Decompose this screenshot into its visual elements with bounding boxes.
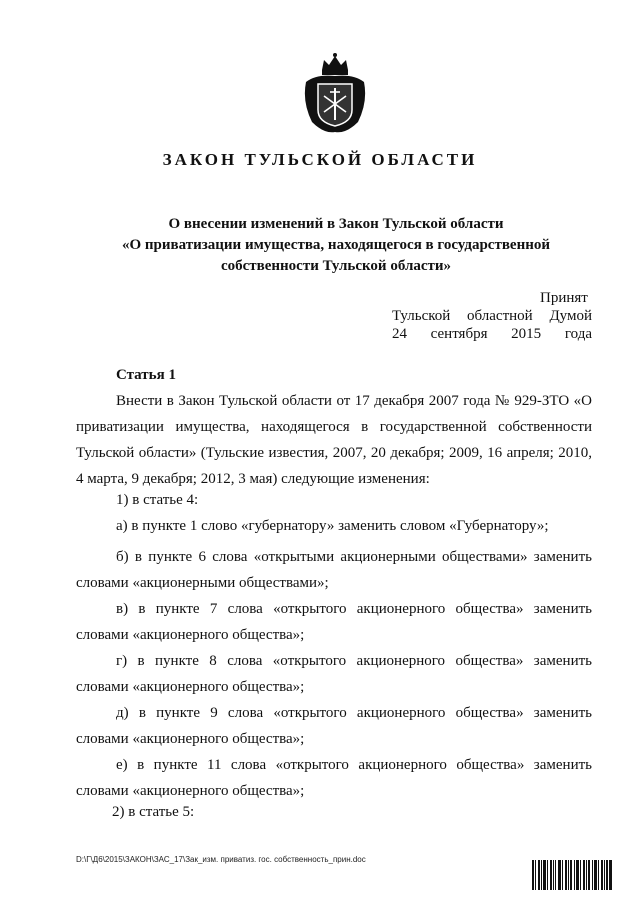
- barcode-icon: [532, 860, 612, 890]
- adopted-by-word-1: Тульской: [392, 308, 451, 324]
- intro-paragraph: Внести в Закон Тульской области от 17 декабря 2007 года № 929-ЗТО «О приватизации имущества, находящегося в государственной собственности Тульской области» (Тульские известия, 2007, 20 декабря; 2009, 16 апреля; 2010, 4 марта, 9 декабря; 2012, 3 мая) следующие изменения:: [76, 393, 592, 487]
- adopted-date: [392, 326, 592, 343]
- item-1-heading: 1) в статье 4:: [116, 492, 199, 508]
- adopted-label: Принят: [540, 290, 588, 306]
- subitem-a: а) в пункте 1 слово «губернатору» заменить словом «Губернатору»;: [116, 518, 549, 534]
- adopted-date-month: сентября: [430, 326, 488, 342]
- adopted-date-suffix: года: [564, 326, 592, 342]
- adopted-by-word-3: Думой: [549, 308, 592, 324]
- law-title: ЗАКОН ТУЛЬСКОЙ ОБЛАСТИ: [162, 150, 478, 169]
- adopted-date-day: 24: [392, 326, 407, 342]
- subitem-g: г) в пункте 8 слова «открытого акционерного общества» заменить словами «акционерного общества»;: [76, 653, 592, 695]
- tula-coat-of-arms-icon: [298, 52, 372, 134]
- item-2-heading: 2) в статье 5:: [112, 804, 195, 820]
- subtitle-line-2: «О приватизации имущества, находящегося в государственной: [121, 237, 551, 253]
- subtitle-line-3: собственности Тульской области»: [220, 258, 452, 274]
- file-path-footer: D:\Г\Д6\2015\ЗАКОН\ЗАС_17\Зак_изм. приватиз. гос. собственность_прин.doc: [76, 855, 366, 864]
- article-heading: Статья 1: [116, 367, 176, 383]
- adopted-by: [392, 308, 592, 325]
- subitem-b: б) в пункте 6 слова «открытыми акционерными обществами» заменить словами «акционерными обществами»;: [76, 549, 592, 591]
- adopted-by-word-2: областной: [467, 308, 533, 324]
- subitem-v: в) в пункте 7 слова «открытого акционерного общества» заменить словами «акционерного общества»;: [76, 601, 592, 643]
- adopted-date-year: 2015: [511, 326, 542, 342]
- subitem-d: д) в пункте 9 слова «открытого акционерного общества» заменить словами «акционерного общества»;: [76, 705, 592, 747]
- subitem-e: е) в пункте 11 слова «открытого акционерного общества» заменить словами «акционерного общества»;: [76, 757, 592, 799]
- subtitle-line-1: О внесении изменений в Закон Тульской области: [168, 216, 504, 232]
